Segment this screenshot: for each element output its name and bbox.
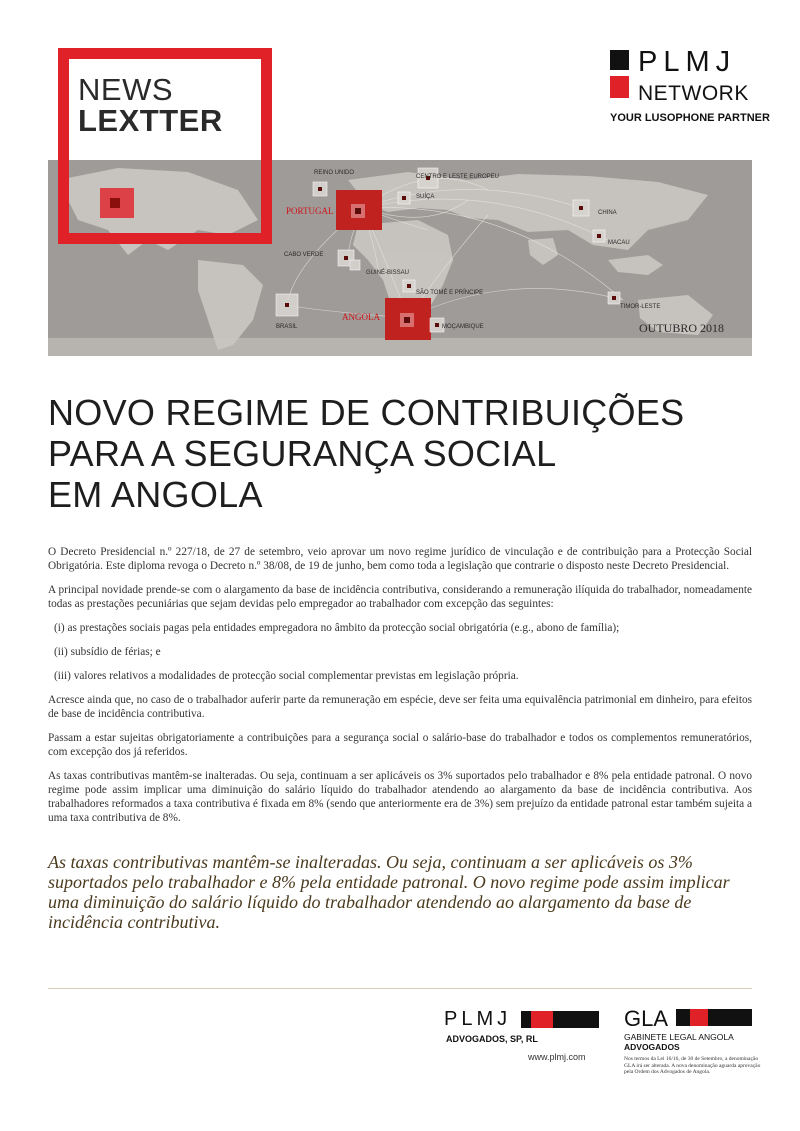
- plmj-footer-sub: ADVOGADOS, SP, RL: [446, 1034, 538, 1044]
- news-title-line1: NEWS: [78, 72, 173, 107]
- gla-footer-sub2: ADVOGADOS: [624, 1042, 680, 1052]
- pull-quote: As taxas contributivas mantêm-se inalteradas. Ou seja, continuam a ser aplicáveis os 3% suportados pelo trabalhador e 8% pela entidade patronal. O novo regime pode assim implicar uma diminuição do salário líquido do trabalhador atendendo ao alargamento da base de incidência contributiva.: [48, 852, 730, 932]
- map-label-centro-leste: CENTRO E LESTE EUROPEU: [416, 174, 500, 180]
- gla-footer-name: GLA: [624, 1006, 669, 1031]
- gla-footer-red-icon: [690, 1009, 708, 1026]
- title-line2: PARA A SEGURANÇA SOCIAL: [48, 433, 557, 474]
- paragraph-3: Acresce ainda que, no caso de o trabalhador auferir parte da remuneração em espécie, deve ser feita uma equivalência patrimonial em dinheiro, para efeitos de base de incidência contributiva.: [48, 694, 752, 720]
- list-item-2: (ii) subsídio de férias; e: [54, 646, 161, 658]
- gla-footer-bar-icon: [676, 1009, 752, 1026]
- map-label-angola: ANGOLA: [342, 312, 380, 322]
- article-body: [48, 545, 752, 835]
- map-label-timor-leste: TIMOR-LESTE: [620, 304, 661, 310]
- map-label-suica: SUÍÇA: [416, 194, 435, 200]
- map-label-macau: MACAU: [608, 240, 630, 246]
- logo-network: NETWORK: [638, 82, 749, 105]
- plmj-footer-logo: [444, 1008, 604, 1068]
- gla-footer-note: Nos termos da Lei 16/16, de 30 de Setembro, a denominação GLA irá ser alterada. A nova denominação aguarda aprovação pela Ordem dos Advogados de Angola.: [624, 1056, 761, 1075]
- footer-divider: [48, 988, 752, 989]
- map-label-sao-tome: SÃO TOMÉ E PRÍNCIPE: [416, 290, 484, 296]
- page-title: [48, 392, 748, 515]
- issue-date: OUTUBRO 2018: [638, 321, 724, 335]
- plmj-website-link[interactable]: www.plmj.com: [528, 1052, 586, 1062]
- paragraph-1: O Decreto Presidencial n.º 227/18, de 27 de setembro, veio aprovar um novo regime jurídico de vinculação e de contribuição para a Protecção Social Obrigatória. Este diploma revoga o Decreto n.º 38/08, de 19 de junho, bem como toda a legislação que contrarie o disposto neste Decreto Presidencial.: [48, 546, 752, 572]
- paragraph-4: Passam a estar sujeitas obrigatoriamente a contribuições para a segurança social o salário-base do trabalhador e todos os complementos remuneratórios, com excepção dos já referidos.: [48, 732, 752, 758]
- plmj-footer-name: PLMJ: [444, 1008, 512, 1030]
- plmj-footer-red-icon: [531, 1011, 553, 1028]
- gla-footer-logo: [624, 1006, 764, 1116]
- list-item-3: (iii) valores relativos a modalidades de protecção social complementar previstas em legislação própria.: [54, 670, 519, 682]
- logo-tagline: YOUR LUSOPHONE PARTNER: [610, 112, 770, 124]
- map-label-brasil: BRASIL: [276, 324, 298, 330]
- logo-name: PLMJ: [638, 46, 737, 78]
- map-label-portugal: PORTUGAL: [286, 206, 334, 216]
- list-item-1: (i) as prestações sociais pagas pela entidades empregadora no âmbito da protecção social obrigatória (e.g., abono de família);: [54, 622, 620, 634]
- paragraph-2: A principal novidade prende-se com o alargamento da base de incidência contributiva, considerando a remuneração ilíquida do trabalhador, nomeadamente todas as prestações pecuniárias que sejam devidas pelo empregador ao trabalhador com excepção das seguintes:: [48, 584, 752, 610]
- gla-footer-sub1: GABINETE LEGAL ANGOLA: [624, 1032, 734, 1042]
- map-label-guine-bissau: GUINÉ-BISSAU: [366, 270, 410, 276]
- news-title-line2: LEXTTER: [78, 103, 223, 138]
- plmj-network-logo: [610, 46, 770, 136]
- title-line1: NOVO REGIME DE CONTRIBUIÇÕES: [48, 392, 685, 433]
- map-label-mocambique: MOÇAMBIQUE: [442, 324, 484, 330]
- map-label-reino-unido: REINO UNIDO: [314, 170, 355, 176]
- title-line3: EM ANGOLA: [48, 474, 263, 515]
- map-label-china: CHINA: [598, 210, 617, 216]
- newsletter-title: [78, 74, 223, 136]
- paragraph-5: As taxas contributivas mantêm-se inalteradas. Ou seja, continuam a ser aplicáveis os 3% suportados pelo trabalhador e 8% pela entidade patronal. O novo regime pode assim implicar uma diminuição do salário líquido do trabalhador atendendo ao alargamento da base de incidência contributiva. Aos trabalhadores reformados a taxa contributiva é fixada em 8% (sendo que anteriormente era de 3%) sem prejuízo da entidade patronal estar também sujeita a uma taxa contributiva de 8%.: [48, 770, 752, 824]
- map-label-cabo-verde: CABO VERDE: [284, 252, 324, 258]
